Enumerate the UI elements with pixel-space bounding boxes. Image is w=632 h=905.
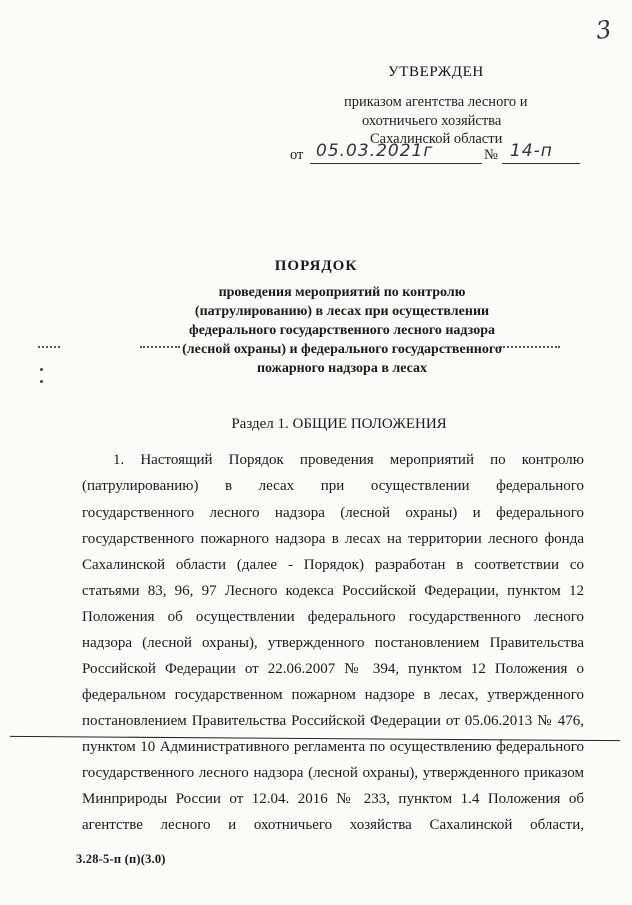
body-line: пунктом 10 Административного регламента по осуществлению федерального bbox=[82, 739, 584, 755]
scan-artifact bbox=[38, 346, 60, 348]
body-line: государственного пожарного надзора в лесах на территории лесного фонда bbox=[82, 531, 584, 547]
scan-artifact bbox=[500, 346, 560, 348]
body-line: (патрулированию) в лесах при осуществлении федерального bbox=[82, 478, 584, 494]
document-subtitle bbox=[0, 283, 632, 378]
scan-artifact bbox=[40, 380, 43, 383]
number-underline bbox=[502, 163, 580, 164]
handwritten-date: 05.03.2021г bbox=[316, 141, 434, 161]
number-label: № bbox=[484, 147, 498, 163]
order-date-number-row bbox=[290, 141, 610, 169]
subtitle-line: (лесной охраны) и федерального государственного bbox=[182, 342, 502, 357]
body-line: Положения об осуществлении федерального государственного лесного bbox=[82, 609, 584, 625]
approval-line: приказом агентства лесного и bbox=[344, 94, 528, 110]
approval-line: охотничьего хозяйства bbox=[362, 113, 502, 129]
subtitle-line: федерального государственного лесного надзора bbox=[189, 323, 495, 338]
from-label: от bbox=[290, 147, 304, 163]
subtitle-line: (патрулированию) в лесах при осуществлении bbox=[194, 304, 490, 319]
handwritten-number: 14-п bbox=[510, 141, 553, 161]
body-line: 1. Настоящий Порядок проведения мероприятий по контролю bbox=[113, 452, 584, 468]
body-line: постановлением Правительства Российской Федерации от 05.06.2013 № 476, bbox=[82, 713, 584, 729]
body-line: агентстве лесного и охотничьего хозяйства Сахалинской области, bbox=[82, 817, 584, 833]
body-line: федеральном государственном пожарном надзоре в лесах, утвержденного bbox=[82, 687, 584, 703]
body-line: Российской Федерации от 22.06.2007 № 394, пунктом 12 Положения о bbox=[82, 661, 584, 677]
body-line: государственного лесного надзора (лесной охраны), утвержденного приказом bbox=[82, 765, 584, 781]
body-line: Сахалинской области (далее - Порядок) разработан в соответствии со bbox=[82, 557, 584, 573]
body-line: государственного лесного надзора (лесной охраны) и федерального bbox=[82, 505, 584, 521]
section-heading: Раздел 1. ОБЩИЕ ПОЛОЖЕНИЯ bbox=[231, 416, 447, 432]
body-line: надзора (лесной охраны), утвержденного постановлением Правительства bbox=[82, 635, 584, 651]
scan-artifact bbox=[40, 368, 43, 371]
document-title: ПОРЯДОК bbox=[274, 258, 358, 274]
subtitle-line: пожарного надзора в лесах bbox=[256, 361, 428, 376]
approval-line: Сахалинской области bbox=[370, 131, 503, 147]
body-line: Минприроды России от 12.04. 2016 № 233, пунктом 1.4 Положения об bbox=[82, 791, 584, 807]
footer-code: 3.28-5-п (п)(3.0) bbox=[76, 852, 166, 866]
handwritten-page-number: 3 bbox=[594, 15, 614, 45]
approval-heading: УТВЕРЖДЕН bbox=[388, 64, 484, 80]
scan-artifact bbox=[140, 346, 180, 348]
body-line: статьями 83, 96, 97 Лесного кодекса Российской Федерации, пунктом 12 bbox=[82, 583, 584, 599]
date-underline bbox=[310, 163, 482, 164]
subtitle-line: проведения мероприятий по контролю bbox=[218, 285, 466, 300]
